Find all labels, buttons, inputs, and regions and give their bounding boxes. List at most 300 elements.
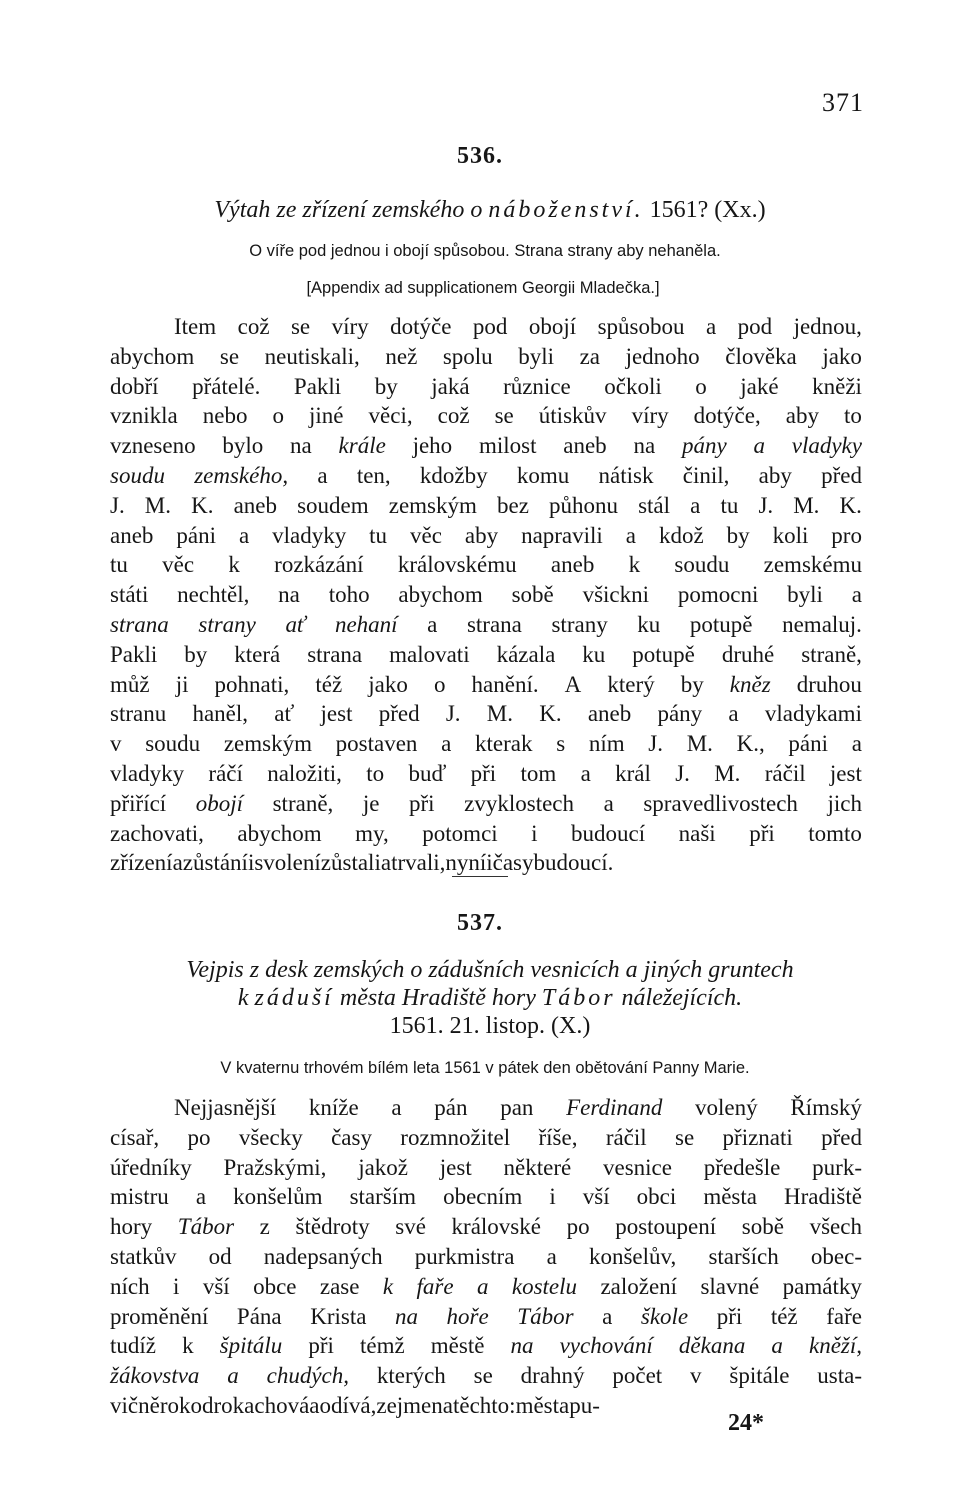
title-part: města Hradiště hory	[339, 985, 536, 1011]
word: odívá,	[319, 1392, 377, 1418]
word: Tábor	[177, 1214, 235, 1240]
word: pan	[500, 1095, 534, 1120]
word: ku	[582, 641, 606, 667]
word: sobě	[511, 582, 554, 608]
word: též	[315, 671, 343, 697]
word: všecky	[238, 1124, 303, 1150]
word: napravili	[521, 522, 603, 548]
word: říše,	[538, 1124, 578, 1150]
word: neutiskali,	[264, 343, 360, 369]
word: těchto:	[452, 1392, 516, 1418]
word: v	[110, 731, 122, 757]
word: zemského,	[194, 462, 289, 488]
word: mistru	[110, 1184, 169, 1210]
word: ráčil	[605, 1124, 647, 1150]
word: strany	[551, 611, 608, 637]
word: s	[556, 731, 566, 757]
word: své	[395, 1214, 426, 1240]
word: jaká	[431, 373, 470, 399]
word: pomocni	[677, 582, 759, 608]
word: kněží,	[808, 1333, 862, 1359]
word: před	[378, 701, 420, 727]
word: jednou,	[793, 314, 862, 339]
word: než	[385, 343, 418, 369]
word: K.	[191, 492, 214, 518]
word: rozmnožitel	[400, 1124, 511, 1150]
word: na	[633, 433, 656, 459]
word: v	[690, 1363, 702, 1389]
word: ním	[588, 731, 625, 757]
word: památky	[782, 1273, 862, 1299]
word: se	[473, 1363, 493, 1389]
document-body	[110, 312, 862, 878]
appendix-note: [Appendix ad supplicationem Georgii Mladečka.]	[306, 279, 660, 297]
word: na	[394, 1303, 418, 1329]
title-part: k	[237, 985, 249, 1011]
word: štědroty	[295, 1214, 370, 1240]
word: spolu	[442, 343, 493, 369]
word: státi	[110, 582, 149, 608]
word: útiskův	[538, 403, 607, 429]
word: rok	[159, 1392, 191, 1418]
word: straně,	[272, 790, 334, 816]
word: bylo	[222, 433, 264, 459]
word: sobě	[741, 1214, 784, 1240]
word: jako	[822, 343, 862, 369]
word: stranu	[110, 701, 167, 727]
word: jeho	[412, 433, 453, 459]
word: zemskému	[763, 552, 862, 578]
word: vší	[202, 1273, 230, 1299]
word: potupě	[632, 641, 695, 667]
text-line	[110, 431, 862, 461]
word: koli	[772, 522, 809, 548]
word: která	[234, 641, 281, 667]
word: starších	[708, 1243, 779, 1269]
word: za	[579, 343, 601, 369]
text-line	[110, 312, 862, 342]
word: jiné	[309, 403, 344, 429]
word: vší	[582, 1184, 610, 1210]
word: Pakli	[110, 641, 158, 667]
word: při	[308, 1333, 334, 1359]
word: zase	[319, 1273, 360, 1299]
word: před	[821, 462, 862, 488]
word: víry	[631, 403, 669, 429]
word: při	[749, 820, 775, 846]
word: obecním	[443, 1184, 523, 1210]
word: toho	[328, 582, 370, 608]
word: M.	[714, 760, 741, 786]
word: abychom	[110, 343, 195, 369]
word: časy	[492, 850, 534, 876]
word: jest	[829, 760, 862, 786]
word: strana	[110, 611, 169, 637]
word: a	[602, 1303, 613, 1329]
word: a	[476, 1273, 489, 1299]
word: počet	[612, 1363, 663, 1389]
word: od	[190, 1392, 214, 1418]
word: faře	[416, 1273, 454, 1299]
title-part: Tábor	[541, 985, 616, 1011]
word: špitále	[729, 1363, 790, 1389]
word: A	[564, 671, 582, 697]
text-line	[110, 1182, 862, 1212]
word: můž	[110, 671, 150, 697]
word: krále	[338, 433, 386, 459]
word: jest	[320, 701, 353, 727]
page-number: 371	[822, 88, 864, 117]
word: a	[227, 1363, 239, 1389]
text-line	[110, 610, 862, 640]
word: milost	[478, 433, 537, 459]
word: tu	[110, 552, 128, 578]
word: kdož	[658, 522, 704, 548]
word: královskému	[397, 552, 517, 578]
word: obce	[253, 1273, 297, 1299]
text-line	[110, 461, 862, 491]
word: a	[580, 760, 591, 786]
word: aby	[464, 522, 499, 548]
document-subtitle: V kvaternu trhovém bílém leta 1561 v pátek den obětování Panny Marie.	[220, 1059, 750, 1077]
text-line	[110, 1242, 862, 1272]
word: zvyklostech	[464, 790, 574, 816]
text-line	[110, 699, 862, 729]
word: různice	[503, 373, 571, 399]
word: aneb	[110, 522, 154, 548]
word: budoucí.	[533, 850, 614, 876]
word: i	[549, 1184, 556, 1210]
word: z	[259, 1214, 270, 1240]
word: a	[753, 433, 765, 459]
word: k	[382, 1273, 394, 1299]
document-number: 537.	[457, 910, 503, 936]
word: K.	[539, 701, 562, 727]
word: věci,	[368, 403, 413, 429]
word: Pakli	[293, 373, 342, 399]
word: zůstání	[182, 850, 248, 876]
word: úředníky	[110, 1154, 192, 1180]
word: a	[546, 1243, 557, 1269]
word: ku	[637, 611, 661, 637]
word: postoupení	[615, 1214, 717, 1240]
title-line: 1561. 21. listop. (X.)	[389, 1013, 591, 1039]
word: J.	[445, 701, 461, 727]
word: tu	[369, 522, 388, 548]
word: i	[531, 820, 538, 846]
word: vladyky	[110, 760, 185, 786]
word: nebo	[202, 403, 248, 429]
word: malovati	[389, 641, 470, 667]
word: k	[628, 552, 641, 578]
word: víry	[331, 314, 369, 339]
word: při	[409, 790, 435, 816]
word: bez	[496, 492, 529, 518]
word: po	[566, 1214, 590, 1240]
word: konšelův,	[588, 1243, 677, 1269]
word: aneb	[563, 433, 607, 459]
word: témž	[360, 1333, 405, 1359]
word: hoře	[446, 1303, 489, 1329]
word: soudu	[110, 462, 165, 488]
word: a	[625, 522, 636, 548]
word: M.	[793, 492, 820, 518]
document-number: 536.	[457, 143, 503, 169]
word: postaven	[335, 731, 418, 757]
word: purkmistra	[414, 1243, 515, 1269]
word: jakož	[358, 1154, 408, 1180]
word: se	[494, 403, 514, 429]
title-line: Vejpis z desk zemských o zádušních vesnicích a jiných gruntech	[186, 957, 794, 983]
word: M.	[144, 492, 171, 518]
word: vesnice	[602, 1154, 672, 1180]
word: který	[607, 671, 655, 697]
word: člověka	[725, 343, 797, 369]
title-line	[110, 984, 870, 1012]
word: škole	[640, 1303, 689, 1329]
word: ji	[175, 671, 189, 697]
word: Tábor	[517, 1303, 574, 1329]
word: zejmena	[376, 1392, 453, 1418]
word: o	[272, 403, 284, 429]
word: Hradiště	[784, 1184, 862, 1210]
word: jich	[827, 790, 862, 816]
word: vladykami	[764, 701, 862, 727]
text-line	[110, 401, 862, 431]
word: kněži	[812, 373, 862, 399]
text-line	[110, 1212, 862, 1242]
word: činil,	[682, 462, 730, 488]
text-line	[110, 1272, 862, 1302]
word: J.	[110, 492, 125, 518]
word: vzneseno	[110, 433, 196, 459]
word: je	[362, 790, 380, 816]
word: spravedlivostech	[643, 790, 798, 816]
word: a	[317, 462, 328, 488]
text-line	[110, 729, 862, 759]
word: proměnění	[110, 1303, 209, 1329]
word: žákovstva	[110, 1363, 200, 1389]
word: od	[208, 1243, 232, 1269]
word: vladyky	[791, 433, 862, 459]
word: a	[427, 611, 438, 637]
word: a	[690, 492, 701, 518]
word: jaké	[740, 373, 779, 399]
word: špitálu	[219, 1333, 283, 1359]
word: J.	[648, 731, 663, 757]
word: všickni	[582, 582, 650, 608]
word: založení	[600, 1273, 678, 1299]
word: obojí	[195, 790, 244, 816]
text-line	[110, 640, 862, 670]
word: což	[237, 314, 270, 339]
word: by	[680, 671, 704, 697]
word: chová	[254, 1392, 310, 1418]
word: aneb	[587, 701, 632, 727]
word: Item	[174, 314, 217, 339]
word: a	[391, 1095, 402, 1120]
word: pohnati,	[214, 671, 290, 697]
word: vznikla	[110, 403, 178, 429]
word: při	[716, 1303, 743, 1329]
word: města	[515, 1392, 570, 1418]
word: pány	[657, 701, 703, 727]
word: všech	[809, 1214, 862, 1240]
word: my,	[355, 820, 389, 846]
word: o	[695, 373, 707, 399]
title-part: záduší	[254, 985, 334, 1011]
word: ráčí	[208, 760, 243, 786]
title-spaced: náboženství.	[488, 197, 644, 223]
text-line	[110, 1153, 862, 1183]
word: vychování	[559, 1333, 653, 1359]
document-subtitle: O víře pod jednou i obojí spůsobou. Strana strany aby nehaněla.	[249, 242, 721, 260]
word: naložiti,	[267, 760, 342, 786]
word: přiznati	[722, 1124, 793, 1150]
word: kterak	[475, 731, 533, 757]
word: Ferdinand	[566, 1095, 663, 1120]
word: některé	[503, 1154, 572, 1180]
word: a	[851, 731, 862, 757]
word: pány	[681, 433, 727, 459]
word: strany	[198, 611, 256, 637]
word: potupě	[689, 611, 753, 637]
word: pu-	[569, 1392, 600, 1418]
word: děkana	[678, 1333, 746, 1359]
word: vičně	[110, 1392, 160, 1418]
word: vladyky	[272, 522, 347, 548]
word: tomto	[808, 820, 862, 846]
word: při	[470, 760, 497, 786]
word: kdožby	[419, 462, 488, 488]
word: ať	[285, 611, 306, 637]
word: komu	[516, 462, 570, 488]
word: potomci	[422, 820, 498, 846]
word: se	[675, 1124, 695, 1150]
word: roka	[213, 1392, 255, 1418]
word: obojí	[528, 314, 577, 339]
word: kostelu	[511, 1273, 578, 1299]
word: soudu	[145, 731, 201, 757]
word: hanění.	[471, 671, 539, 697]
word: aneb	[550, 552, 595, 578]
word: nadepsaných	[263, 1243, 383, 1269]
word: faře	[826, 1303, 862, 1329]
word: zůstali	[320, 850, 381, 876]
word: aby	[785, 403, 819, 429]
text-line	[110, 789, 862, 819]
word: strana	[307, 641, 363, 667]
word: Nejjasnější	[174, 1095, 277, 1120]
text-line	[110, 550, 862, 580]
word: páni	[176, 522, 216, 548]
word: J.	[758, 492, 774, 518]
word: na	[510, 1333, 534, 1359]
word: hory	[110, 1214, 153, 1240]
word: nechtěl,	[177, 582, 250, 608]
text-line	[110, 342, 862, 372]
word: jednoho	[625, 343, 700, 369]
word: a	[771, 1333, 783, 1359]
word: purk-	[812, 1154, 862, 1180]
word: usta-	[817, 1363, 862, 1389]
word: zemským	[223, 731, 312, 757]
text-line	[110, 1123, 862, 1153]
word: rozkázání	[274, 552, 364, 578]
word: jest	[439, 1154, 472, 1180]
text-line	[110, 759, 862, 789]
word: nehaní	[334, 611, 398, 637]
text-line	[110, 670, 862, 700]
word: M.	[486, 701, 513, 727]
word: aneb	[233, 492, 277, 518]
text-line	[110, 491, 862, 521]
word: a	[728, 701, 739, 727]
word: trvali,	[391, 850, 446, 876]
word: nátisk	[598, 462, 654, 488]
word: přátelé.	[192, 373, 261, 399]
word: to	[844, 403, 862, 429]
word: a	[238, 522, 250, 548]
word: a	[309, 1392, 320, 1418]
word: a	[441, 731, 452, 757]
word: půhonu	[549, 492, 618, 518]
word: na	[278, 582, 300, 608]
text-line	[110, 1361, 862, 1391]
word: budoucí	[571, 820, 646, 846]
word: slavné	[700, 1273, 760, 1299]
title-part: náležejících.	[621, 985, 743, 1011]
section-divider	[452, 876, 508, 877]
word: kterých	[376, 1363, 446, 1389]
word: dotýče,	[693, 403, 761, 429]
word: Pražskými,	[223, 1154, 327, 1180]
word: drahný	[520, 1363, 585, 1389]
word: aby	[758, 462, 792, 488]
word: konšelům	[233, 1184, 323, 1210]
word: tudíž	[110, 1333, 156, 1359]
word: ať	[274, 701, 295, 727]
word: předešle	[703, 1154, 781, 1180]
word: pán	[434, 1095, 468, 1120]
word: i	[486, 850, 493, 876]
word: kníže	[308, 1095, 359, 1120]
word: statkův	[110, 1243, 177, 1269]
word: kázala	[496, 641, 556, 667]
word: to	[366, 760, 385, 786]
word: a	[705, 314, 717, 339]
word: se	[219, 343, 240, 369]
word: Pána	[236, 1303, 282, 1329]
word: strana	[466, 611, 522, 637]
signature-mark: 24*	[728, 1410, 764, 1436]
word: straně,	[801, 641, 862, 667]
word: pod	[472, 314, 508, 339]
word: buď	[408, 760, 447, 786]
title-suffix: 1561? (Xx.)	[649, 197, 766, 223]
word: též	[770, 1303, 798, 1329]
word: věc	[162, 552, 195, 578]
word: chudých,	[266, 1363, 349, 1389]
word: městě	[430, 1333, 485, 1359]
word: abychom	[398, 582, 483, 608]
word: J.	[675, 760, 690, 786]
word: druhou	[796, 671, 862, 697]
word: což	[437, 403, 470, 429]
document-title	[110, 196, 870, 224]
word: Krista	[310, 1303, 367, 1329]
word: ráčil	[764, 760, 806, 786]
